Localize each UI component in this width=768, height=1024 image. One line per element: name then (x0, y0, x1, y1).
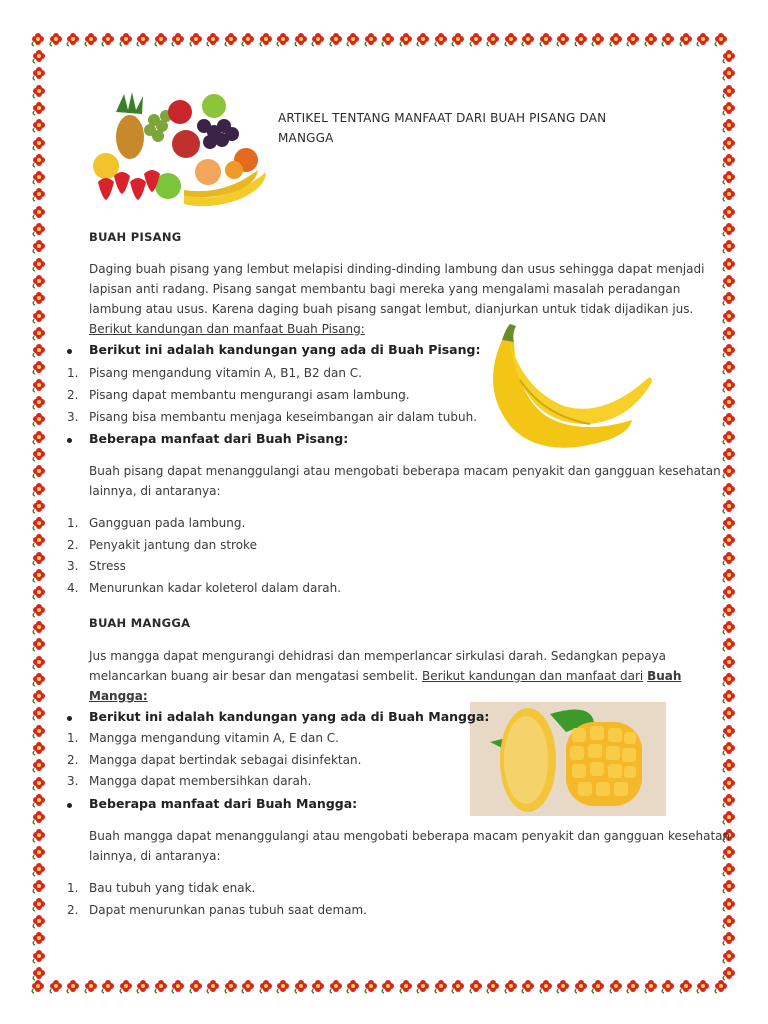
border-flower-icon (721, 740, 737, 756)
border-flower-icon (721, 584, 737, 600)
border-flower-icon (31, 429, 47, 445)
pisang-manfaat-item-2: Penyakit jantung dan stroke (89, 538, 257, 552)
border-flower-icon (721, 515, 737, 531)
border-flower-icon (31, 169, 47, 185)
article-title-line-2: MANGGA (278, 131, 334, 145)
border-flower-icon (153, 31, 169, 47)
border-flower-icon (721, 948, 737, 964)
border-flower-icon (678, 31, 694, 47)
article-title-line-1: ARTIKEL TENTANG MANFAAT DARI BUAH PISANG DAN (278, 111, 607, 125)
border-flower-icon (310, 31, 326, 47)
border-flower-icon (721, 325, 737, 341)
border-flower-icon (590, 31, 606, 47)
border-flower-icon (721, 429, 737, 445)
section-heading-mangga: BUAH MANGGA (89, 616, 191, 630)
border-flower-icon (590, 978, 606, 994)
border-flower-icon (721, 705, 737, 721)
border-flower-icon (721, 775, 737, 791)
border-flower-icon (721, 100, 737, 116)
border-flower-icon (31, 775, 47, 791)
border-flower-icon (31, 256, 47, 272)
border-flower-icon (31, 896, 47, 912)
list-marker: 2. (67, 903, 79, 917)
flower-border-left (28, 28, 50, 997)
red-apple-shape (168, 100, 192, 124)
border-flower-icon (258, 31, 274, 47)
border-flower-icon (293, 31, 309, 47)
mango-image (470, 702, 666, 816)
border-flower-icon (695, 31, 711, 47)
border-flower-icon (721, 273, 737, 289)
border-flower-icon (31, 65, 47, 81)
border-flower-icon (721, 619, 737, 635)
border-flower-icon (31, 290, 47, 306)
border-flower-icon (721, 930, 737, 946)
border-flower-icon (135, 978, 151, 994)
border-flower-icon (188, 978, 204, 994)
border-flower-icon (240, 31, 256, 47)
border-flower-icon (31, 705, 47, 721)
border-flower-icon (573, 978, 589, 994)
bullet-dot (67, 438, 72, 443)
mangga-link-bold-2[interactable]: Mangga: (89, 689, 148, 703)
border-flower-icon (721, 550, 737, 566)
border-flower-icon (538, 978, 554, 994)
border-flower-icon (415, 31, 431, 47)
flower-border-top (28, 28, 740, 50)
border-flower-icon (31, 117, 47, 133)
border-flower-icon (721, 359, 737, 375)
border-flower-icon (345, 978, 361, 994)
pisang-paragraph-line-1: Daging buah pisang yang lembut melapisi dinding-dinding lambung dan usus sehingga dapat menjadi (89, 262, 705, 276)
border-flower-icon (31, 619, 47, 635)
border-flower-icon (83, 31, 99, 47)
border-flower-icon (721, 671, 737, 687)
border-flower-icon (625, 978, 641, 994)
border-flower-icon (31, 584, 47, 600)
border-flower-icon (31, 844, 47, 860)
mangga-paragraph-line-1: Jus mangga dapat mengurangi dehidrasi dan memperlancar sirkulasi darah. Sedangkan pepaya (89, 649, 667, 663)
mangga-manfaat-intro-line-2: lainnya, di antaranya: (89, 849, 221, 863)
list-marker: 2. (67, 388, 79, 402)
pineapple-shape (116, 115, 144, 159)
mango-half-inner-shape (504, 716, 548, 804)
mangga-paragraph-line-2 (89, 667, 681, 687)
mangga-kandungan-item-1: Mangga mengandung vitamin A, E dan C. (89, 731, 339, 745)
mango-cubes-shape (566, 722, 642, 806)
border-flower-icon (31, 394, 47, 410)
border-flower-icon (205, 978, 221, 994)
list-marker: 1. (67, 366, 79, 380)
border-flower-icon (415, 978, 431, 994)
dark-grapes-shape (197, 119, 239, 149)
border-flower-icon (31, 186, 47, 202)
mangga-manfaat-item-1: Bau tubuh yang tidak enak. (89, 881, 256, 895)
border-flower-icon (721, 878, 737, 894)
flower-border-right (718, 28, 740, 997)
list-marker: 1. (67, 516, 79, 530)
pisang-manfaat-intro-line-2: lainnya, di antaranya: (89, 484, 221, 498)
border-flower-icon (485, 31, 501, 47)
green-apple-shape (202, 94, 226, 118)
border-flower-icon (450, 978, 466, 994)
border-flower-icon (363, 978, 379, 994)
border-flower-icon (345, 31, 361, 47)
border-flower-icon (31, 809, 47, 825)
border-flower-icon (31, 515, 47, 531)
border-flower-icon (31, 411, 47, 427)
border-flower-icon (31, 948, 47, 964)
mangga-paragraph-text: melancarkan buang air besar dan mengatasi sembelit. (89, 669, 419, 683)
mangga-bullet-manfaat: Beberapa manfaat dari Buah Mangga: (89, 796, 358, 811)
border-flower-icon (31, 325, 47, 341)
banana-image (480, 320, 656, 462)
border-flower-icon (275, 978, 291, 994)
border-flower-icon (660, 978, 676, 994)
mangga-kandungan-item-2: Mangga dapat bertindak sebagai disinfektan. (89, 753, 362, 767)
border-flower-icon (721, 342, 737, 358)
border-flower-icon (721, 498, 737, 514)
border-flower-icon (31, 688, 47, 704)
border-flower-icon (31, 913, 47, 929)
pisang-manfaat-intro-line-1: Buah pisang dapat menanggulangi atau mengobati beberapa macam penyakit dan gangguan kesehatan (89, 464, 721, 478)
fruit-basket-image (88, 92, 270, 210)
pineapple-leaves-shape (116, 92, 143, 114)
pisang-link[interactable]: Berikut kandungan dan manfaat Buah Pisang: (89, 322, 365, 336)
border-flower-icon (721, 256, 737, 272)
border-flower-icon (31, 532, 47, 548)
border-flower-icon (31, 861, 47, 877)
list-marker: 1. (67, 731, 79, 745)
border-flower-icon (721, 377, 737, 393)
border-flower-icon (721, 463, 737, 479)
border-flower-icon (293, 978, 309, 994)
border-flower-icon (721, 65, 737, 81)
banana-stem-shape (502, 324, 516, 342)
border-flower-icon (721, 446, 737, 462)
border-flower-icon (721, 48, 737, 64)
list-marker: 2. (67, 538, 79, 552)
pisang-kandungan-item-1: Pisang mengandung vitamin A, B1, B2 dan C. (89, 366, 362, 380)
mangga-manfaat-item-2: Dapat menurunkan panas tubuh saat demam. (89, 903, 367, 917)
border-flower-icon (380, 31, 396, 47)
border-flower-icon (31, 221, 47, 237)
border-flower-icon (31, 792, 47, 808)
list-marker: 4. (67, 581, 79, 595)
border-flower-icon (31, 671, 47, 687)
border-flower-icon (31, 463, 47, 479)
border-flower-icon (170, 978, 186, 994)
list-marker: 1. (67, 881, 79, 895)
border-flower-icon (205, 31, 221, 47)
border-flower-icon (31, 965, 47, 981)
border-flower-icon (65, 31, 81, 47)
green-grapes-shape (144, 110, 172, 142)
border-flower-icon (625, 31, 641, 47)
border-flower-icon (520, 31, 536, 47)
border-flower-icon (118, 31, 134, 47)
border-flower-icon (721, 221, 737, 237)
border-flower-icon (380, 978, 396, 994)
apricot-shape (225, 161, 243, 179)
border-flower-icon (608, 31, 624, 47)
border-flower-icon (153, 978, 169, 994)
border-flower-icon (721, 913, 737, 929)
border-flower-icon (721, 965, 737, 981)
border-flower-icon (31, 567, 47, 583)
border-flower-icon (240, 978, 256, 994)
border-flower-icon (721, 481, 737, 497)
flower-border-bottom (28, 975, 740, 997)
pisang-manfaat-item-4: Menurunkan kadar koleterol dalam darah. (89, 581, 342, 595)
border-flower-icon (433, 978, 449, 994)
border-flower-icon (363, 31, 379, 47)
border-flower-icon (608, 978, 624, 994)
border-flower-icon (118, 978, 134, 994)
pisang-kandungan-item-3: Pisang bisa membantu menjaga keseimbangan air dalam tubuh. (89, 410, 478, 424)
border-flower-icon (188, 31, 204, 47)
border-flower-icon (31, 654, 47, 670)
border-flower-icon (721, 135, 737, 151)
border-flower-icon (721, 723, 737, 739)
pisang-paragraph-line-2: lapisan anti radang. Pisang sangat membantu bagi mereka yang mengalami masalah peradangan (89, 282, 681, 296)
mangga-manfaat-intro-line-1: Buah mangga dapat menanggulangi atau mengobati beberapa macam penyakit dan gangguan kesehatan (89, 829, 731, 843)
border-flower-icon (31, 757, 47, 773)
border-flower-icon (31, 377, 47, 393)
border-flower-icon (573, 31, 589, 47)
border-flower-icon (721, 152, 737, 168)
border-flower-icon (31, 602, 47, 618)
border-flower-icon (83, 978, 99, 994)
border-flower-icon (555, 978, 571, 994)
border-flower-icon (721, 636, 737, 652)
pisang-manfaat-item-1: Gangguan pada lambung. (89, 516, 246, 530)
border-flower-icon (31, 636, 47, 652)
border-flower-icon (721, 809, 737, 825)
border-flower-icon (398, 31, 414, 47)
border-flower-icon (31, 48, 47, 64)
border-flower-icon (468, 31, 484, 47)
list-marker: 2. (67, 753, 79, 767)
border-flower-icon (555, 31, 571, 47)
border-flower-icon (31, 550, 47, 566)
border-flower-icon (31, 498, 47, 514)
peach-shape (195, 159, 221, 185)
border-flower-icon (503, 978, 519, 994)
border-flower-icon (65, 978, 81, 994)
border-flower-icon (310, 978, 326, 994)
mangga-kandungan-item-3: Mangga dapat membersihkan darah. (89, 774, 312, 788)
border-flower-icon (538, 31, 554, 47)
border-flower-icon (135, 31, 151, 47)
border-flower-icon (450, 31, 466, 47)
border-flower-icon (643, 978, 659, 994)
border-flower-icon (31, 308, 47, 324)
border-flower-icon (721, 238, 737, 254)
border-flower-icon (31, 100, 47, 116)
border-flower-icon (643, 31, 659, 47)
border-flower-icon (31, 83, 47, 99)
border-flower-icon (258, 978, 274, 994)
pisang-paragraph-line-3: lambung atau usus. Karena daging buah pisang sangat lembut, dianjurkan untuk tidak dijadikan jus. (89, 302, 694, 316)
border-flower-icon (31, 878, 47, 894)
border-flower-icon (503, 31, 519, 47)
border-flower-icon (31, 446, 47, 462)
border-flower-icon (223, 978, 239, 994)
border-flower-icon (721, 169, 737, 185)
bullet-dot (67, 349, 72, 354)
border-flower-icon (721, 411, 737, 427)
border-flower-icon (721, 567, 737, 583)
border-flower-icon (31, 273, 47, 289)
border-flower-icon (721, 896, 737, 912)
section-heading-pisang: BUAH PISANG (89, 230, 182, 244)
border-flower-icon (721, 308, 737, 324)
border-flower-icon (721, 290, 737, 306)
border-flower-icon (31, 827, 47, 843)
border-flower-icon (721, 654, 737, 670)
border-flower-icon (398, 978, 414, 994)
border-flower-icon (721, 861, 737, 877)
pomegranate-shape (172, 130, 200, 158)
mangga-link-bold-1[interactable]: Buah (647, 669, 682, 683)
border-flower-icon (31, 359, 47, 375)
border-flower-icon (695, 978, 711, 994)
border-flower-icon (31, 238, 47, 254)
bullet-dot (67, 716, 72, 721)
border-flower-icon (721, 602, 737, 618)
border-flower-icon (31, 723, 47, 739)
border-flower-icon (721, 83, 737, 99)
list-marker: 3. (67, 774, 79, 788)
border-flower-icon (678, 978, 694, 994)
border-flower-icon (31, 740, 47, 756)
border-flower-icon (223, 31, 239, 47)
border-flower-icon (100, 31, 116, 47)
border-flower-icon (721, 394, 737, 410)
border-flower-icon (721, 688, 737, 704)
border-flower-icon (721, 792, 737, 808)
border-flower-icon (660, 31, 676, 47)
border-flower-icon (328, 978, 344, 994)
border-flower-icon (31, 930, 47, 946)
pisang-manfaat-item-3: Stress (89, 559, 126, 573)
border-flower-icon (31, 135, 47, 151)
border-flower-icon (31, 481, 47, 497)
border-flower-icon (100, 978, 116, 994)
border-flower-icon (328, 31, 344, 47)
border-flower-icon (721, 117, 737, 133)
border-flower-icon (31, 204, 47, 220)
border-flower-icon (31, 152, 47, 168)
border-flower-icon (485, 978, 501, 994)
mangga-bullet-kandungan: Berikut ini adalah kandungan yang ada di Buah Mangga: (89, 709, 490, 724)
pisang-kandungan-item-2: Pisang dapat membantu mengurangi asam lambung. (89, 388, 410, 402)
list-marker: 3. (67, 559, 79, 573)
border-flower-icon (721, 532, 737, 548)
bullet-dot (67, 803, 72, 808)
border-flower-icon (721, 186, 737, 202)
border-flower-icon (721, 757, 737, 773)
border-flower-icon (520, 978, 536, 994)
border-flower-icon (433, 31, 449, 47)
border-flower-icon (721, 204, 737, 220)
list-marker: 3. (67, 410, 79, 424)
pisang-bullet-kandungan: Berikut ini adalah kandungan yang ada di Buah Pisang: (89, 342, 481, 357)
mangga-link[interactable]: Berikut kandungan dan manfaat dari (422, 669, 644, 683)
border-flower-icon (170, 31, 186, 47)
pisang-bullet-manfaat: Beberapa manfaat dari Buah Pisang: (89, 431, 349, 446)
border-flower-icon (468, 978, 484, 994)
border-flower-icon (275, 31, 291, 47)
border-flower-icon (31, 342, 47, 358)
